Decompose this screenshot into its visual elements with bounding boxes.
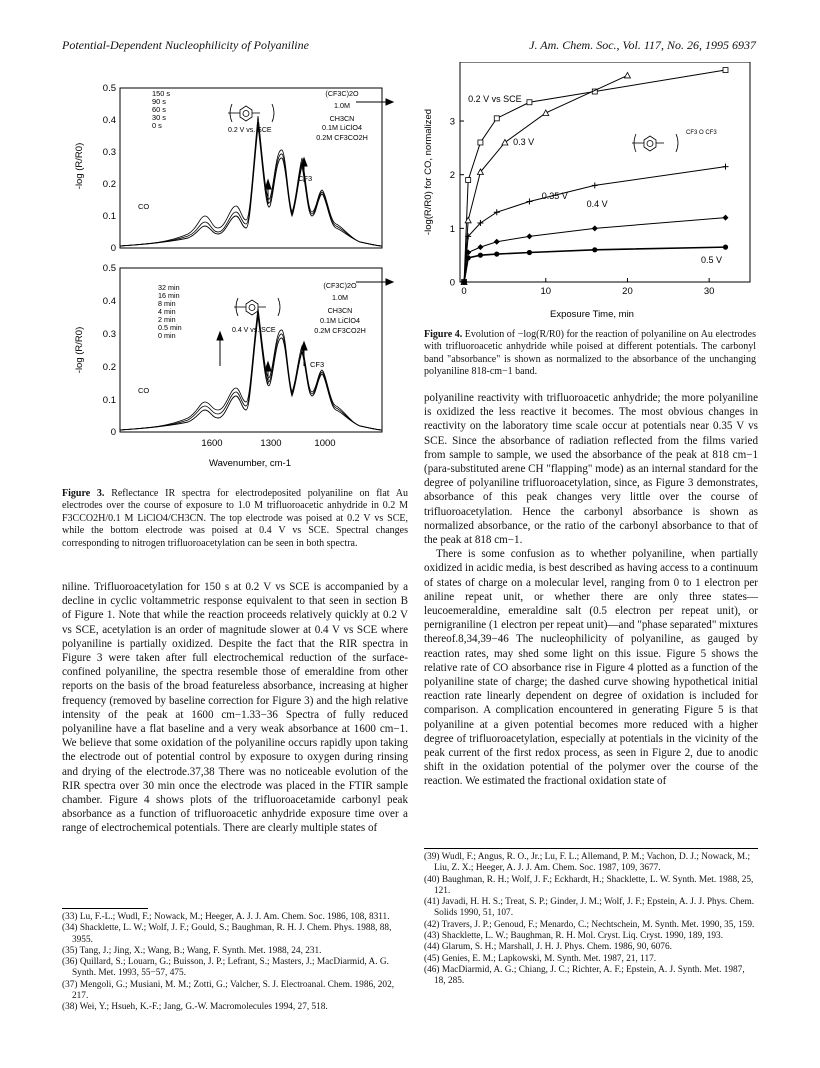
- fig3-bottom-ytick: 0.3: [102, 329, 116, 340]
- fig3-top-times: [152, 89, 170, 130]
- fig3-bottom-co-label: CO: [138, 386, 150, 395]
- reference: (36) Quillard, S.; Louarn, G.; Buisson, J. P.; Lefrant, S.; Masters, J.; MacDiarmid, A. G. Synth. Met. 1993, 55−57, 475.: [62, 957, 389, 979]
- reference: (42) Travers, J. P.; Genoud, F.; Menardo, C.; Nechtschein, M. Synth. Met. 1990, 35, 159.: [424, 919, 755, 930]
- reference: (33) Lu, F.-L.; Wudl, F.; Nowack, M.; Heeger, A. J. J. Am. Chem. Soc. 1986, 108, 8311.: [62, 912, 390, 922]
- fig4-point: [723, 245, 728, 250]
- fig4-point: [494, 251, 499, 256]
- fig4-point: [527, 100, 532, 105]
- svg-text:(CF3C)2O: (CF3C)2O: [323, 281, 357, 290]
- fig3-xtick: 1000: [314, 438, 336, 449]
- reference: (41) Javadi, H. H. S.; Treat, S. P.; Ginder, J. M.; Wolf, J. F.; Epstein, A. J. J. Phys. Chem. Solids 1990, 51, 107.: [424, 897, 755, 919]
- svg-text:0 min: 0 min: [158, 331, 176, 340]
- fig3-top-ytick: 0.3: [102, 147, 116, 158]
- fig4-point: [478, 140, 483, 145]
- svg-text:(CF3C)2O: (CF3C)2O: [325, 89, 359, 98]
- reference: (43) Shacklette, L. W.; Baughman, R. H. Mol. Cryst. Liq. Cryst. 1990, 189, 193.: [424, 931, 724, 942]
- running-header-right: J. Am. Chem. Soc., Vol. 117, No. 26, 1995 6937: [529, 38, 756, 52]
- fig4-point: [461, 279, 466, 284]
- svg-text:2 min: 2 min: [158, 315, 176, 324]
- fig3-bottom-ytick: 0: [110, 427, 116, 438]
- fig3-bottom-ytick: 0.1: [102, 395, 116, 406]
- fig3-xtick: 1600: [201, 438, 223, 449]
- figure-3-spectra: [60, 66, 410, 486]
- svg-text:4 min: 4 min: [158, 307, 176, 316]
- fig4-ytick-label: 0: [449, 277, 455, 289]
- svg-text:0 s: 0 s: [152, 121, 162, 130]
- fig4-ylabel: -log(R/R0) for CO, normalized: [423, 108, 434, 236]
- fig4-point: [478, 253, 483, 258]
- fig4-ytick-label: 1: [449, 223, 455, 235]
- fig3-top-spectrum: [120, 126, 382, 246]
- svg-text:CH3CN: CH3CN: [329, 114, 355, 123]
- svg-text:150 s: 150 s: [152, 89, 171, 98]
- paragraph: There is some confusion as to whether polyaniline, when partially oxidized in acidic media, is best described as having access to a continuum of states of charge on a molecular level, ranging from 0 to 1 electron per aniline repeat unit, or whether there are only three states—leucoemeraldine, emeraldine salt (0.5 electron per repeat unit), or pernigraniline (1 electron per repeat unit)—and "phase separated" mixtures thereof.8,34,39−46 The nucleophilicity of polyaniline, as gauged by reaction rates, may shed some light on this issue. Figure 5 shows the relative rate of CO absorbance rise in Figure 4 plotted as a function of the polyaniline state of charge; the dashed curve showing hypothetical initial reaction rate linearly dependent on degree of oxidation is included for comparison. A complication encountered in generating Figure 5 is that polyaniline at a given potential becomes more reduced with a higher degree of trifluoroacetylation, especially at potentials in the vicinity of the peak current of the first redox process, as seen in Figure 2, due to anodic shift in the oxidation potential of the polymer over the course of the reaction. We estimated the fractional oxidation state of: [424, 548, 758, 788]
- fig3-top-ytick: 0.1: [102, 211, 116, 222]
- figure-4-caption: Figure 4. Evolution of −log(R/R0) for the reaction of polyaniline on Au electrodes with trifluoroacetic anhydride while poised at different potentials. The carbonyl band "absorbance" is shown as normalized to the absorbance of the unchanging polyaniline 818-cm−1 band.: [424, 329, 757, 378]
- right-column-text: [424, 391, 758, 789]
- references-rule: [424, 848, 758, 849]
- fig4-series-label: 0.5 V: [700, 255, 723, 266]
- svg-text:0.1M LiClO4: 0.1M LiClO4: [322, 123, 362, 132]
- fig3-bottom-potential: 0.4 V vs. SCE: [232, 327, 276, 334]
- fig4-point: [502, 139, 508, 145]
- fig4-xtick-label: 20: [622, 286, 633, 297]
- svg-text:1.0M: 1.0M: [334, 101, 350, 110]
- reference: (35) Tang, J.; Jing, X.; Wang, B.; Wang, F. Synth. Met. 1988, 24, 231.: [62, 945, 322, 956]
- svg-text:0.2M CF3CO2H: 0.2M CF3CO2H: [316, 133, 368, 142]
- svg-text:30 s: 30 s: [152, 113, 166, 122]
- fig3-bottom-cf3-label: CF3: [310, 360, 325, 369]
- fig3-top-ytick: 0.4: [102, 115, 116, 126]
- svg-text:0.5 min: 0.5 min: [158, 323, 182, 332]
- fig4-point: [466, 255, 471, 260]
- svg-text:0.1M LiClO4: 0.1M LiClO4: [320, 316, 360, 325]
- fig4-series-label: 0.2 V vs SCE: [468, 94, 522, 105]
- reference: (34) Shacklette, L. W.; Wolf, J. F.; Gould, S.; Baughman, R. H. J. Chem. Phys. 1988, 88, 3955.: [62, 923, 392, 945]
- fig3-top-ytick: 0.5: [102, 83, 116, 94]
- running-header-left: Potential-Dependent Nucleophilicity of Polyaniline: [62, 38, 309, 52]
- fig4-series-label: 0.4 V: [586, 198, 608, 209]
- fig4-xtick-label: 10: [540, 286, 552, 297]
- fig4-ytick-label: 3: [449, 116, 455, 128]
- fig4-point: [494, 116, 499, 121]
- fig3-top-co-label: CO: [138, 202, 150, 211]
- fig3-top-cf3-label: CF3: [298, 174, 313, 183]
- fig3-xlabel: Wavenumber, cm-1: [208, 458, 292, 469]
- fig3-bottom-ylabel: -log (R/R0): [74, 326, 85, 374]
- fig4-xtick-label: 0: [461, 286, 467, 297]
- figure-4-chart: [420, 62, 760, 324]
- fig3-xtick: 1300: [260, 438, 282, 449]
- reference: (40) Baughman, R. H.; Wolf, J. F.; Eckhardt, H.; Shacklette, L. W. Synth. Met. 1988, 25, 121.: [424, 874, 754, 896]
- fig4-series-label: 0.3 V: [513, 137, 535, 148]
- fig3-top-potential: 0.2 V vs. SCE: [228, 127, 272, 134]
- fig3-bottom-conditions: [314, 281, 366, 335]
- fig3-top-structure: [228, 104, 274, 122]
- svg-text:8 min: 8 min: [158, 299, 176, 308]
- left-column-text: [62, 580, 408, 836]
- figure-3-caption: Figure 3. Reflectance IR spectra for electrodeposited polyaniline on flat Au electrodes over the course of exposure to 1.0 M trifluoroacetic anhydride in 0.2 M F3CCO2H/0.1 M LiClO4/CH3CN. The top electrode was poised at 0.2 V vs SCE, while the bottom electrode was poised at 0.4 V vs SCE. Spectral changes corresponding to nitrogen trifluoroacetylation can be seen in both spectra.: [62, 488, 408, 549]
- svg-text:1.0M: 1.0M: [332, 293, 348, 302]
- fig4-point: [723, 68, 728, 73]
- svg-text:90 s: 90 s: [152, 97, 166, 106]
- svg-text:32 min: 32 min: [158, 283, 180, 292]
- reference: (44) Glarum, S. H.; Marshall, J. H. J. Phys. Chem. 1986, 90, 6076.: [424, 942, 672, 953]
- footnote-rule: [62, 908, 148, 909]
- svg-text:60 s: 60 s: [152, 105, 166, 114]
- references-right: [424, 852, 758, 988]
- fig4-point: [527, 250, 532, 255]
- svg-text:0.2M CF3CO2H: 0.2M CF3CO2H: [314, 326, 366, 335]
- reference: (39) Wudl, F.; Angus, R. O., Jr.; Lu, F. L.; Allemand, P. M.; Vachon, D. J.; Nowack, M.; Liu, Z. X.; Heeger, A. J. J. Am. Chem. Soc. 1987, 109, 3677.: [424, 852, 751, 874]
- fig4-anhydride-label: CF3 O CF3: [686, 130, 717, 136]
- reference: (38) Wei, Y.; Hsueh, K.-F.; Jang, G.-W. Macromolecules 1994, 27, 518.: [62, 1002, 328, 1013]
- fig4-structure: [632, 134, 678, 152]
- reference: (46) MacDiarmid, A. G.; Chiang, J. C.; Richter, A. F.; Epstein, A. J. Synth. Met. 1987, 18, 285.: [424, 964, 745, 987]
- fig3-bottom-ytick: 0.5: [102, 263, 116, 274]
- fig4-point: [466, 178, 471, 183]
- fig3-bottom-times: [158, 283, 182, 340]
- reference: (45) Genies, E. M.; Lapkowski, M. Synth. Met. 1987, 21, 117.: [424, 953, 657, 964]
- fig4-point: [543, 110, 549, 116]
- fig4-point: [592, 225, 598, 231]
- references-left: [62, 912, 408, 1014]
- svg-text:16 min: 16 min: [158, 291, 180, 300]
- fig4-point: [477, 244, 483, 250]
- fig4-point: [526, 233, 532, 239]
- fig4-point: [722, 215, 728, 221]
- fig3-bottom-ytick: 0.2: [102, 362, 116, 373]
- fig3-top-ytick: 0.2: [102, 179, 116, 190]
- svg-text:CH3CN: CH3CN: [327, 306, 353, 315]
- fig4-series-label: 0.35 V: [541, 190, 568, 201]
- fig4-ytick-label: 2: [449, 170, 455, 182]
- fig3-top-ytick: 0: [110, 243, 116, 254]
- fig4-point: [592, 247, 597, 252]
- fig4-xlabel: Exposure Time, min: [550, 309, 634, 320]
- reference: (37) Mengoli, G.; Musiani, M. M.; Zotti, G.; Valcher, S. J. Electroanal. Chem. 1986, 202, 217.: [62, 979, 395, 1002]
- fig3-bottom-ytick: 0.4: [102, 296, 116, 307]
- fig3-top-conditions: [316, 89, 368, 142]
- fig4-series-line: [464, 75, 627, 282]
- fig4-point: [624, 72, 630, 78]
- fig4-xtick-label: 30: [703, 286, 715, 297]
- fig4-point: [494, 239, 500, 245]
- paragraph: polyaniline reactivity with trifluoroacetic anhydride; the more polyaniline is oxidized the less reactive it becomes. The most obvious changes in reactivity on the laboratory time scale occur at potentials near 0.35 V vs SCE. Since the absorbance of radiation reflected from the films varied from sample to sample, we used the absorbance of the peak at 818 cm−1 (para-substituted arene CH "flapping" mode) as an internal standard for the degree of polyaniline trifluoroacetylation, since, as Figure 3 demonstrates, absorbance of this peak changes very little over the course of trifluoroacetylation. Hence the carbonyl absorbance is shown as normalized absorbance, or the ratio of the carbonyl absorbance to that of the peak at 818 cm−1.: [424, 392, 758, 547]
- fig3-top-ylabel: -log (R/R0): [74, 142, 85, 190]
- paragraph: niline. Trifluoroacetylation for 150 s at 0.2 V vs SCE is accompanied by a decline in cyclic voltammetric response equivalent to that seen in section B of Figure 1. Note that while the reaction proceeds relatively quickly at 0.2 V vs SCE, acetylation is an order of magnitude slower at 0.4 V vs SCE where polyaniline is partially oxidized. Despite the fact that the RIR spectra in Figure 3 were taken after full electrochemical reduction of the surface-confined polyaniline, the spectra resemble those of emeraldine from other reports on the basis of the broad featureless absorbance, increasing at higher frequency (removed by baseline correction for Figure 3) and the high relative intensity of the peak at 1600 cm−1.33−36 Spectra of fully reduced polyaniline have a flat baseline and a very weak absorbance at 1600 cm−1. We believe that some oxidation of the polyaniline occurs rapidly upon taking the electrode out of potential control by exposure to oxygen during rinsing and drying of the electrode.37,38 There was no noticeable evolution of the RIR spectra over 30 min once the electrode was placed in the FTIR sample chamber. Figure 4 shows plots of the trifluoroacetamide carbonyl peak absorbance as a function of trifluoroacetic anhydride exposure time over a range of electrochemical potentials. There are clearly multiple states of: [62, 581, 408, 835]
